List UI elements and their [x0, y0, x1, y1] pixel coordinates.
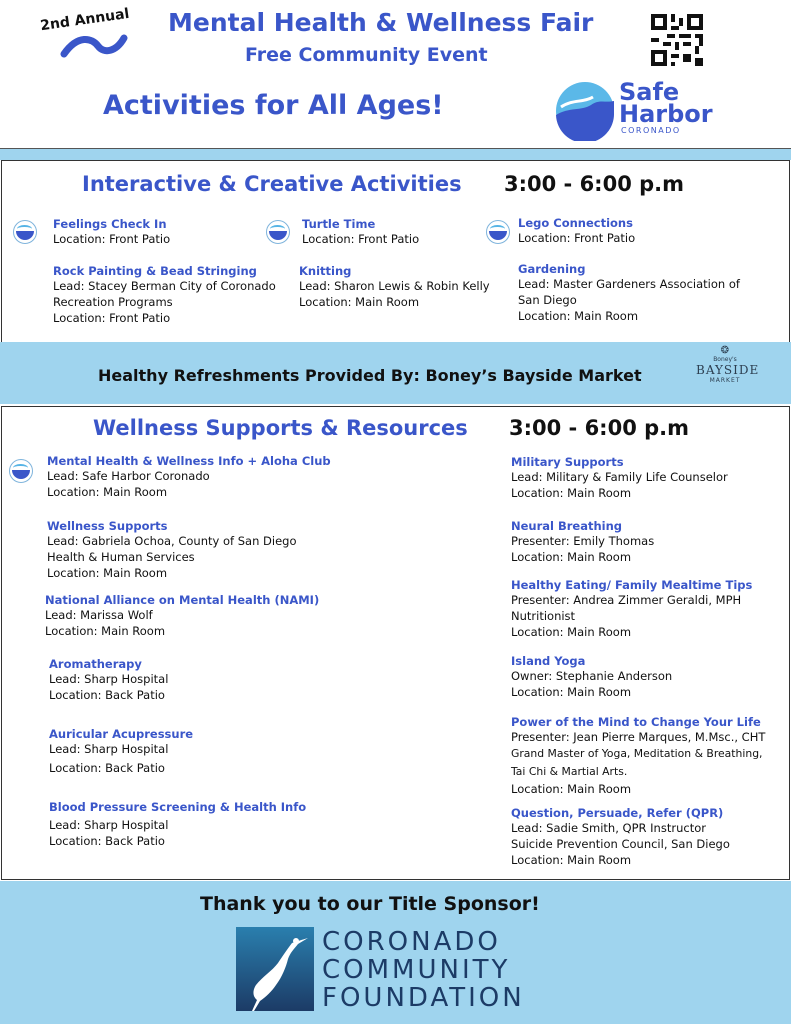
logo-line-coronado: CORONADO	[621, 126, 681, 135]
qr-code-icon	[651, 14, 703, 66]
wellness-time: 3:00 - 6:00 p.m	[509, 416, 690, 440]
refreshments-band	[0, 342, 791, 404]
activity-item: Turtle Time Location: Front Patio	[302, 217, 420, 246]
sponsor-band	[0, 881, 791, 1024]
ccf-name-line2: COMMUNITY	[322, 955, 511, 985]
activity-item: Knitting Lead: Sharon Lewis & Robin Kelly Location: Main Room	[299, 264, 490, 309]
activity-item: Feelings Check In Location: Front Patio	[53, 217, 171, 246]
page-subtitle: Free Community Event	[245, 44, 488, 66]
bayside-market-logo: ❂ Boney's BAYSIDE MARKET	[696, 345, 760, 384]
section-band-top	[0, 149, 791, 160]
resource-item: Military Supports Lead: Military & Family Life Counselor Location: Main Room	[511, 455, 728, 500]
resource-item: Auricular Acupressure Lead: Sharp Hospital Location: Back Patio	[49, 727, 194, 775]
sponsor-thanks: Thank you to our Title Sponsor!	[200, 893, 540, 915]
resource-item: National Alliance on Mental Health (NAMI) Lead: Marissa Wolf Location: Main Room	[45, 593, 320, 638]
activity-item: Lego Connections Location: Front Patio	[518, 216, 636, 245]
resource-item: Mental Health & Wellness Info + Aloha Club Lead: Safe Harbor Coronado Location: Main Room	[47, 454, 331, 499]
resource-item: Aromatherapy Lead: Sharp Hospital Location: Back Patio	[49, 657, 169, 702]
wellness-panel	[1, 406, 790, 880]
resource-item: Wellness Supports Lead: Gabriela Ochoa, County of San Diego Health & Human Services Location: Main Room	[47, 519, 297, 580]
squiggle-decoration	[58, 30, 128, 60]
activity-item: Gardening Lead: Master Gardeners Association of San Diego Location: Main Room	[518, 262, 740, 323]
wellness-title: Wellness Supports & Resources	[93, 416, 468, 440]
refreshments-text: Healthy Refreshments Provided By: Boney’s Bayside Market	[98, 366, 642, 385]
annual-label: 2nd Annual	[39, 5, 131, 35]
safe-harbor-badge-icon	[266, 220, 290, 244]
shell-icon: ❂	[720, 345, 730, 356]
resource-item: Power of the Mind to Change Your Life Presenter: Jean Pierre Marques, M.Msc., CHT Grand Master of Yoga, Meditation & Breathing, Tai Chi & Martial Arts. Location: Main Room	[511, 715, 766, 796]
safe-harbor-badge-icon	[486, 220, 510, 244]
interactive-time: 3:00 - 6:00 p.m	[504, 172, 685, 196]
tagline: Activities for All Ages!	[103, 90, 444, 121]
divider	[0, 148, 791, 149]
ccf-name-line3: FOUNDATION	[322, 983, 525, 1013]
heron-logo-icon	[236, 927, 314, 1011]
safe-harbor-badge-icon	[9, 459, 33, 483]
resource-item: Healthy Eating/ Family Mealtime Tips Presenter: Andrea Zimmer Geraldi, MPH Nutritionist Location: Main Room	[511, 578, 753, 639]
logo-line-safe: Safe	[619, 78, 680, 106]
resource-item: Island Yoga Owner: Stephanie Anderson Location: Main Room	[511, 654, 673, 699]
resource-item: Blood Pressure Screening & Health Info Lead: Sharp Hospital Location: Back Patio	[49, 800, 307, 848]
ccf-name-line1: CORONADO	[322, 927, 501, 957]
resource-item: Neural Breathing Presenter: Emily Thomas Location: Main Room	[511, 519, 655, 564]
logo-line-harbor: Harbor	[619, 100, 713, 128]
resource-item: Question, Persuade, Refer (QPR) Lead: Sadie Smith, QPR Instructor Suicide Prevention Council, San Diego Location: Main Room	[511, 806, 730, 867]
page-title: Mental Health & Wellness Fair	[168, 8, 594, 37]
interactive-panel	[1, 160, 790, 343]
safe-harbor-wave-icon	[555, 81, 615, 141]
interactive-title: Interactive & Creative Activities	[82, 172, 462, 196]
activity-item: Rock Painting & Bead Stringing Lead: Stacey Berman City of Coronado Recreation Programs Location: Front Patio	[53, 264, 276, 325]
safe-harbor-badge-icon	[13, 220, 37, 244]
